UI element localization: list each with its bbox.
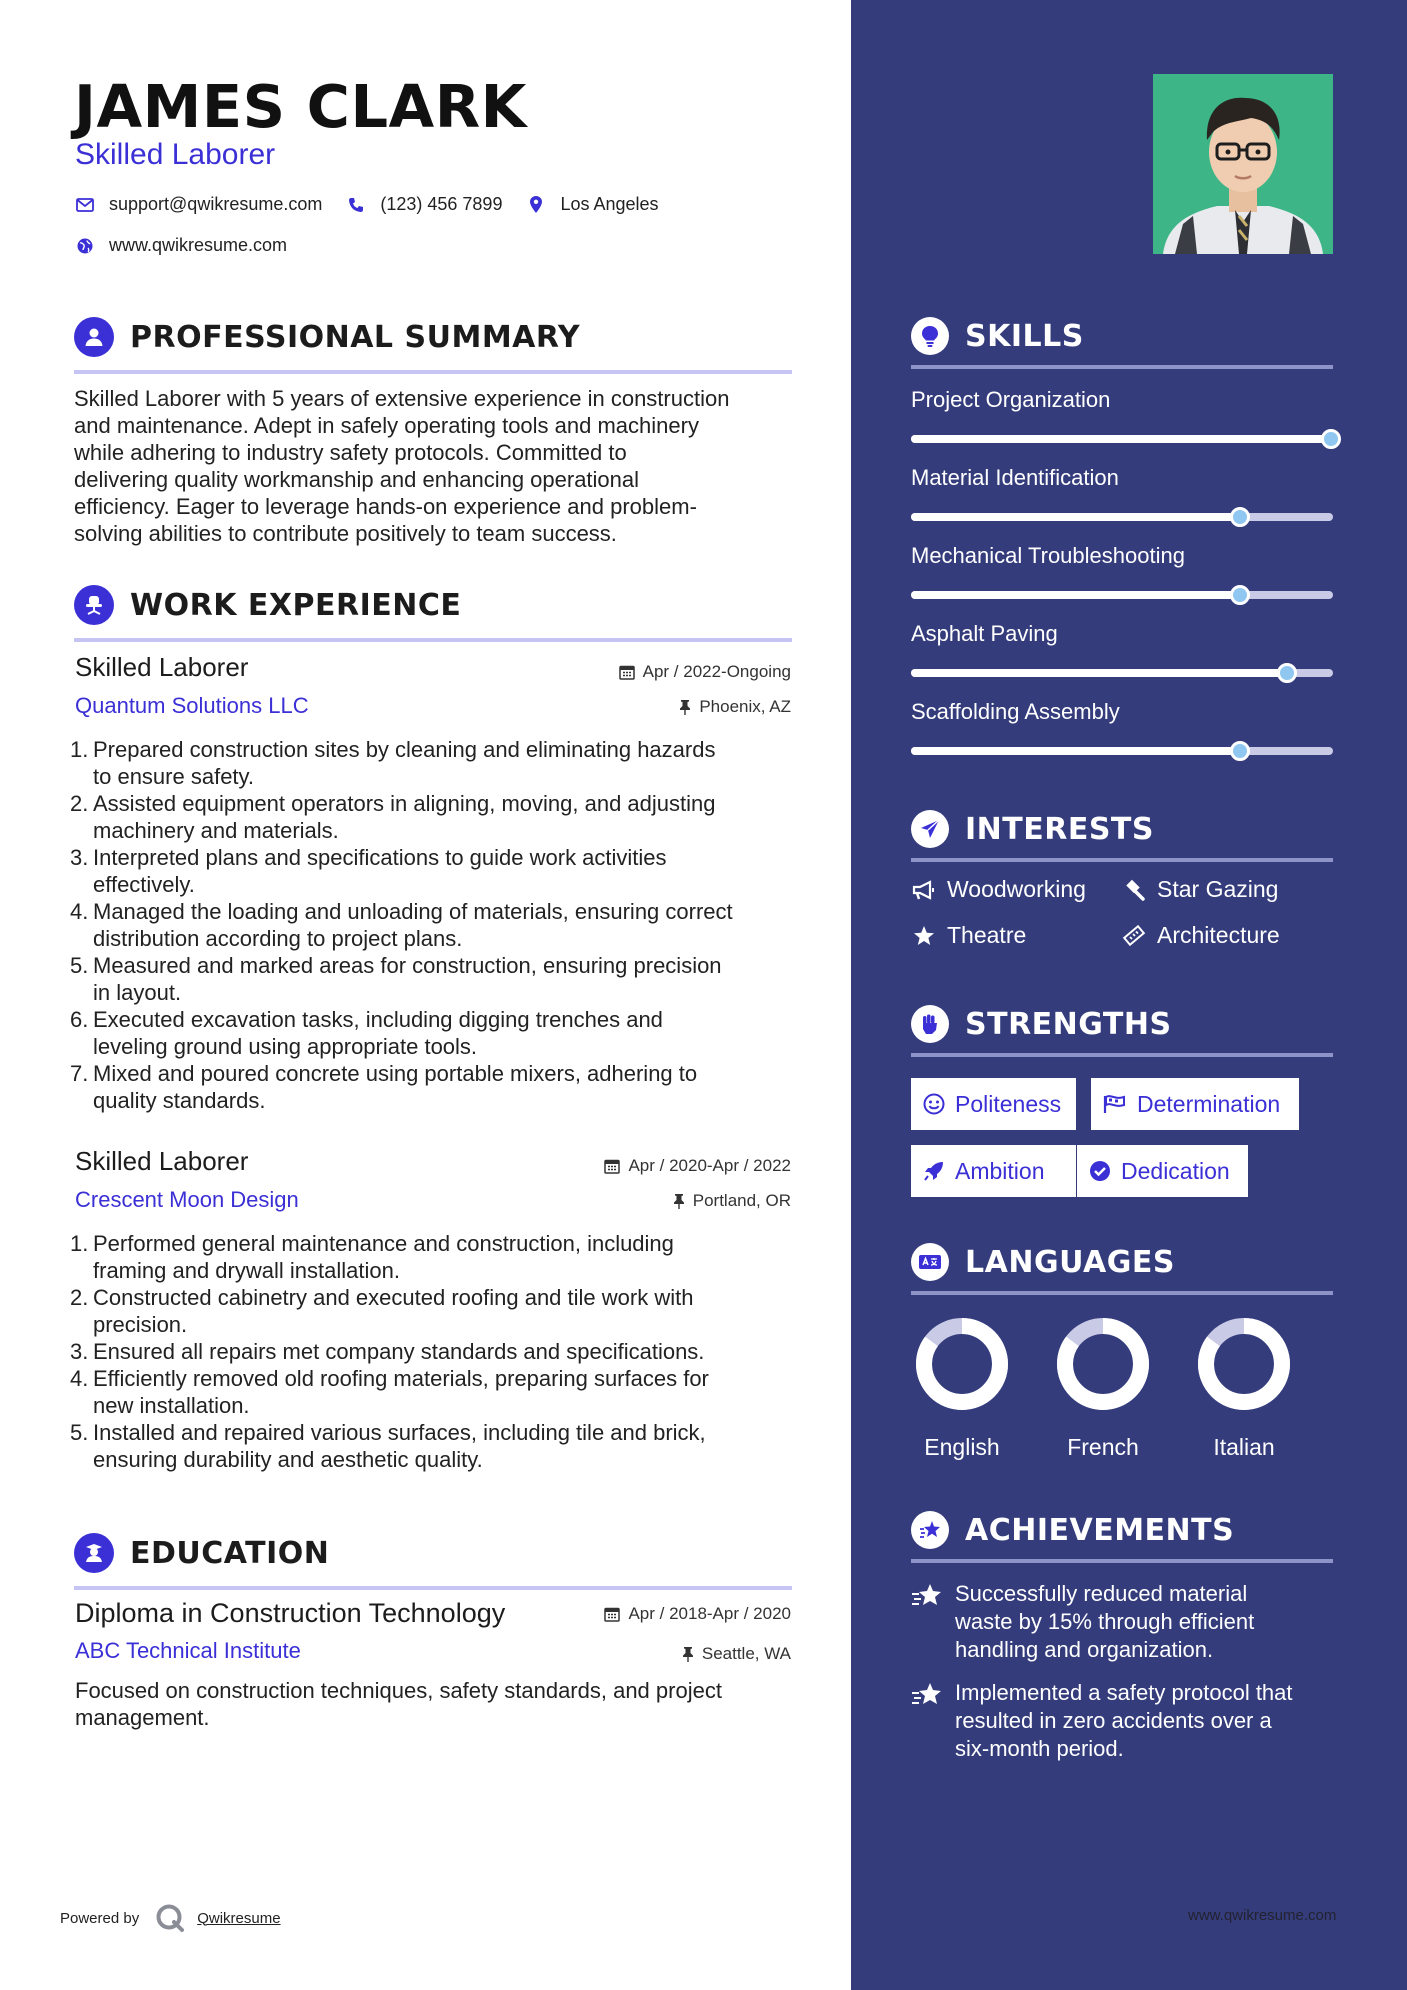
- skill-item: [911, 621, 1333, 699]
- powered-by-label: Powered by: [60, 1909, 140, 1927]
- skill-bar: [911, 669, 1333, 677]
- candidate-name: JAMES CLARK: [74, 72, 527, 141]
- list-item: 5. Measured and marked areas for construction, ensuring precision in layout.: [70, 953, 722, 1005]
- interest-item: Architecture: [1121, 922, 1280, 949]
- skill-bar-fill: [911, 513, 1240, 521]
- skill-item: [911, 465, 1333, 543]
- smile-icon: [923, 1093, 945, 1115]
- award-star-icon: [911, 1511, 949, 1549]
- skill-bar-fill: [911, 669, 1287, 677]
- language-name: English: [924, 1434, 1000, 1460]
- language-level-ring: [1196, 1316, 1292, 1412]
- pushpin-icon: [673, 1193, 685, 1209]
- envelope-icon: [75, 195, 95, 215]
- skill-bar: [911, 591, 1333, 599]
- globe-icon: [75, 236, 95, 256]
- footer-site[interactable]: www.qwikresume.com: [1188, 1907, 1337, 1924]
- list-item: 2. Constructed cabinetry and executed roofing and tile work with precision.: [70, 1285, 694, 1337]
- strengths-section: [911, 1003, 1333, 1057]
- location-text: Los Angeles: [560, 194, 659, 214]
- section-divider: [911, 365, 1333, 369]
- job-entry: [70, 1146, 791, 1476]
- degree-title: Diploma in Construction Technology: [75, 1598, 506, 1628]
- gavel-icon: [1121, 879, 1147, 901]
- phone-icon: [346, 195, 366, 215]
- job-entry: [70, 652, 791, 1113]
- list-item: 5. Installed and repaired various surfaces, including tile and brick, ensuring durability and aesthetic quality.: [70, 1420, 706, 1472]
- skill-name: Project Organization: [911, 387, 1111, 412]
- section-divider: [74, 1586, 792, 1590]
- language-item: [1053, 1316, 1153, 1461]
- job-location: Phoenix, AZ: [679, 697, 791, 717]
- skill-item: [911, 387, 1333, 465]
- languages-section: [911, 1241, 1333, 1295]
- section-divider: [911, 1559, 1333, 1563]
- skill-bar: [911, 513, 1333, 521]
- rocket-icon: [923, 1160, 945, 1182]
- qwikresume-logo-icon: [155, 1903, 185, 1933]
- skills-title: SKILLS: [965, 318, 1084, 354]
- achievements-title: ACHIEVEMENTS: [965, 1512, 1235, 1548]
- summary-title: PROFESSIONAL SUMMARY: [130, 319, 581, 355]
- strength-chip: Politeness: [911, 1078, 1076, 1130]
- language-level-ring: [914, 1316, 1010, 1412]
- achievement-item: Implemented a safety protocol that resulted in zero accidents over a six-month period.: [911, 1679, 1333, 1763]
- skills-list: [911, 387, 1333, 777]
- education-dates: Apr / 2018-Apr / 2020: [604, 1604, 791, 1624]
- language-item: [1194, 1316, 1294, 1461]
- list-item: 6. Executed excavation tasks, including digging trenches and leveling ground using appropriate tools.: [70, 1007, 663, 1059]
- job-dates: Apr / 2022-Ongoing: [619, 662, 791, 682]
- job-bullets: [70, 1230, 791, 1473]
- contact-row-1: [75, 194, 683, 215]
- interests-title: INTERESTS: [965, 811, 1154, 847]
- skill-name: Scaffolding Assembly: [911, 699, 1120, 724]
- flag-icon: [1103, 1094, 1127, 1114]
- language-level-ring: [1055, 1316, 1151, 1412]
- list-item: 1. Performed general maintenance and construction, including framing and drywall installation.: [70, 1231, 674, 1283]
- briefcase-chair-icon: [74, 585, 114, 625]
- skill-bar-fill: [911, 747, 1240, 755]
- skill-bar: [911, 435, 1333, 443]
- skill-level-knob: [1230, 585, 1250, 605]
- skill-level-knob: [1321, 429, 1341, 449]
- calendar-icon: [604, 1606, 620, 1622]
- school-name: ABC Technical Institute: [75, 1638, 301, 1663]
- star-icon: [911, 925, 937, 947]
- lightbulb-icon: [911, 317, 949, 355]
- skill-bar-fill: [911, 591, 1240, 599]
- footer-powered-by: [60, 1903, 281, 1933]
- skill-level-knob: [1230, 741, 1250, 761]
- language-item: [912, 1316, 1012, 1461]
- list-item: 4. Managed the loading and unloading of materials, ensuring correct distribution according to project plans.: [70, 899, 733, 951]
- skill-item: [911, 699, 1333, 777]
- language-name: Italian: [1213, 1434, 1275, 1460]
- ruler-icon: [1121, 925, 1147, 947]
- list-item: 3. Ensured all repairs met company standards and specifications.: [70, 1339, 705, 1364]
- job-dates: Apr / 2020-Apr / 2022: [604, 1156, 791, 1176]
- skills-section: [911, 315, 1333, 369]
- skill-bar: [911, 747, 1333, 755]
- job-title: Skilled Laborer: [75, 652, 249, 682]
- graduate-icon: [74, 1533, 114, 1573]
- experience-section: [74, 582, 792, 642]
- summary-text: Skilled Laborer with 5 years of extensive experience in construction and maintenance. Adept in safely operating tools and machinery while adhering to industry safety protocols. Committed to delivering quality workmanship and enhancing operational efficiency. Eager to leverage hands-on experience and problem- solving abilities to contribute positively to team success.: [74, 386, 730, 546]
- bullhorn-icon: [911, 880, 937, 900]
- email-link[interactable]: support@qwikresume.com: [109, 194, 323, 214]
- fist-icon: [911, 1005, 949, 1043]
- strengths-title: STRENGTHS: [965, 1006, 1172, 1042]
- experience-title: WORK EXPERIENCE: [130, 587, 462, 623]
- education-title: EDUCATION: [130, 1535, 330, 1571]
- skill-bar-fill: [911, 435, 1333, 443]
- list-item: 7. Mixed and poured concrete using portable mixers, adhering to quality standards.: [70, 1061, 698, 1113]
- skill-name: Asphalt Paving: [911, 621, 1058, 646]
- summary-section: [74, 314, 792, 374]
- contact-row-2: [75, 235, 311, 256]
- calendar-icon: [604, 1158, 620, 1174]
- job-company: Quantum Solutions LLC: [75, 693, 309, 718]
- section-divider: [911, 858, 1333, 862]
- award-star-icon: [911, 1580, 945, 1664]
- pushpin-icon: [682, 1646, 694, 1662]
- calendar-icon: [619, 664, 635, 680]
- website-link[interactable]: www.qwikresume.com: [109, 235, 288, 255]
- interest-item: Theatre: [911, 922, 1026, 949]
- user-icon: [74, 317, 114, 357]
- skill-item: [911, 543, 1333, 621]
- list-item: 1. Prepared construction sites by cleaning and eliminating hazards to ensure safety.: [70, 737, 716, 789]
- education-location: Seattle, WA: [682, 1644, 791, 1664]
- map-pin-icon: [526, 195, 546, 215]
- phone-number[interactable]: (123) 456 7899: [380, 194, 503, 214]
- list-item: 3. Interpreted plans and specifications to guide work activities effectively.: [70, 845, 667, 897]
- section-divider: [74, 638, 792, 642]
- job-bullets: [70, 736, 791, 1114]
- award-star-icon: [911, 1679, 945, 1763]
- education-entry: [75, 1598, 791, 1738]
- pushpin-icon: [679, 699, 691, 715]
- interest-item: Star Gazing: [1121, 876, 1278, 903]
- job-title: Skilled Laborer: [75, 1146, 249, 1176]
- candidate-role: Skilled Laborer: [75, 138, 276, 171]
- language-name: French: [1067, 1434, 1139, 1460]
- section-divider: [74, 370, 792, 374]
- skill-name: Material Identification: [911, 465, 1119, 490]
- achievement-item: Successfully reduced material waste by 15% through efficient handling and organization.: [911, 1580, 1333, 1664]
- qwikresume-link[interactable]: Qwikresume: [197, 1909, 281, 1927]
- interest-item: Woodworking: [911, 876, 1086, 903]
- list-item: 2. Assisted equipment operators in aligning, moving, and adjusting machinery and materials.: [70, 791, 716, 843]
- strength-chip: Ambition: [911, 1145, 1076, 1197]
- strength-chip: Dedication: [1077, 1145, 1248, 1197]
- profile-photo: [1153, 74, 1333, 254]
- job-company: Crescent Moon Design: [75, 1187, 299, 1212]
- job-location: Portland, OR: [673, 1191, 791, 1211]
- skill-name: Mechanical Troubleshooting: [911, 543, 1185, 568]
- strength-chip: Determination: [1091, 1078, 1299, 1130]
- list-item: 4. Efficiently removed old roofing materials, preparing surfaces for new installation.: [70, 1366, 709, 1418]
- check-circle-icon: [1089, 1160, 1111, 1182]
- education-description: Focused on construction techniques, safety standards, and project management.: [75, 1678, 722, 1730]
- achievements-section: [911, 1509, 1333, 1563]
- skill-level-knob: [1277, 663, 1297, 683]
- skill-level-knob: [1230, 507, 1250, 527]
- interests-section: [911, 808, 1333, 862]
- education-section: [74, 1530, 792, 1590]
- section-divider: [911, 1053, 1333, 1057]
- paper-plane-icon: [911, 810, 949, 848]
- languages-title: LANGUAGES: [965, 1244, 1175, 1280]
- language-icon: [911, 1243, 949, 1281]
- section-divider: [911, 1291, 1333, 1295]
